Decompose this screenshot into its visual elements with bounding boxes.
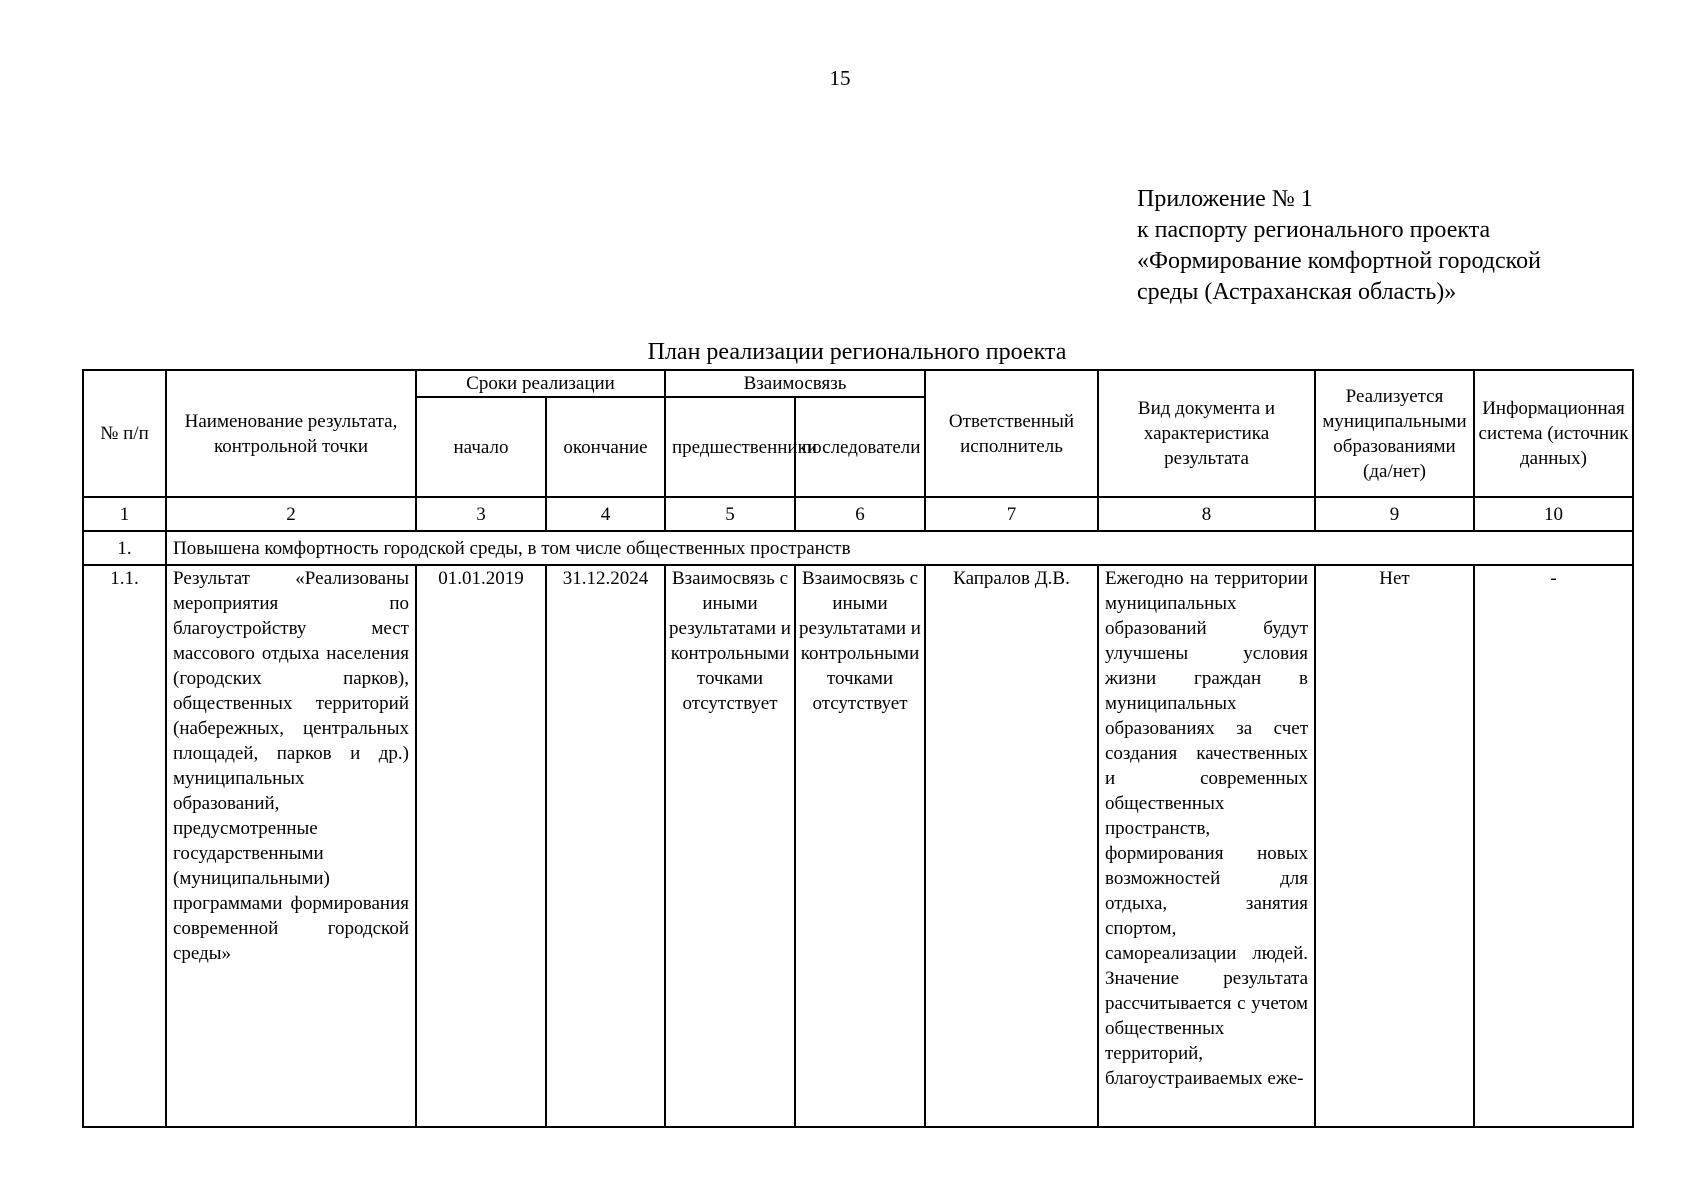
header-relation: Взаимосвязь xyxy=(665,370,925,397)
column-number: 9 xyxy=(1315,497,1474,531)
appendix-line-1: Приложение № 1 xyxy=(1137,186,1313,212)
header-row-top xyxy=(83,370,1633,397)
header-info-system: Информационная система (источник данных) xyxy=(1474,370,1633,497)
municipal-flag: Нет xyxy=(1315,565,1474,1127)
column-number: 4 xyxy=(546,497,665,531)
implementation-plan-table xyxy=(82,369,1634,1128)
column-number: 3 xyxy=(416,497,546,531)
header-municipal: Реализуется муниципальными образованиями (да/нет) xyxy=(1315,370,1474,497)
header-num: № п/п xyxy=(83,370,166,497)
plan-title: План реализации регионального проекта xyxy=(647,339,1067,365)
column-number: 5 xyxy=(665,497,795,531)
section-row xyxy=(83,531,1633,565)
header-responsible: Ответственный исполнитель xyxy=(925,370,1098,497)
appendix-line-4: среды (Астраханская область)» xyxy=(1137,279,1457,305)
predecessors: Взаимосвязь с иными результатами и контрольными точками отсутствует xyxy=(665,565,795,1127)
column-number: 1 xyxy=(83,497,166,531)
header-terms: Сроки реализации xyxy=(416,370,665,397)
row-number: 1.1. xyxy=(83,565,166,1127)
header-start: начало xyxy=(416,397,546,497)
header-predecessors: предшественники xyxy=(665,397,795,497)
result-name: Результат «Реализованы мероприятия по благоустройству мест массового отдыха населения (городских парков), общественных территорий (набережных, центральных площадей, парков и др.) муниципальных образований, предусмотренные государственными (муниципальными) программами формирования современной городской среды» xyxy=(166,565,416,1127)
appendix-line-2: к паспорту регионального проекта xyxy=(1137,217,1491,243)
successors: Взаимосвязь с иными результатами и контрольными точками отсутствует xyxy=(795,565,925,1127)
column-number: 10 xyxy=(1474,497,1633,531)
column-number: 2 xyxy=(166,497,416,531)
header-doc-type: Вид документа и характеристика результата xyxy=(1098,370,1315,497)
responsible-person: Капралов Д.В. xyxy=(925,565,1098,1127)
appendix-line-3: «Формирование комфортной городской xyxy=(1137,248,1541,274)
header-name: Наименование результата, контрольной точки xyxy=(166,370,416,497)
column-number-row xyxy=(83,497,1633,531)
info-system-value: - xyxy=(1474,565,1633,1127)
page-number: 15 xyxy=(829,66,851,90)
header-successors: последователи xyxy=(795,397,925,497)
start-date: 01.01.2019 xyxy=(416,565,546,1127)
column-number: 8 xyxy=(1098,497,1315,531)
section-title: Повышена комфортность городской среды, в том числе общественных пространств xyxy=(166,531,1633,565)
column-number: 6 xyxy=(795,497,925,531)
end-date: 31.12.2024 xyxy=(546,565,665,1127)
column-number: 7 xyxy=(925,497,1098,531)
section-number: 1. xyxy=(83,531,166,565)
appendix-caption xyxy=(1137,184,1657,308)
header-end: окончание xyxy=(546,397,665,497)
result-row xyxy=(83,565,1633,1127)
document-type-description: Ежегодно на территории муниципальных образований будут улучшены условия жизни граждан в муниципальных образованиях за счет создания качественных и современных общественных пространств, формирования новых возможностей для отдыха, занятия спортом, самореализации людей. Значение результата рассчитывается с учетом общественных территорий, благоустраиваемых еже- xyxy=(1098,565,1315,1127)
